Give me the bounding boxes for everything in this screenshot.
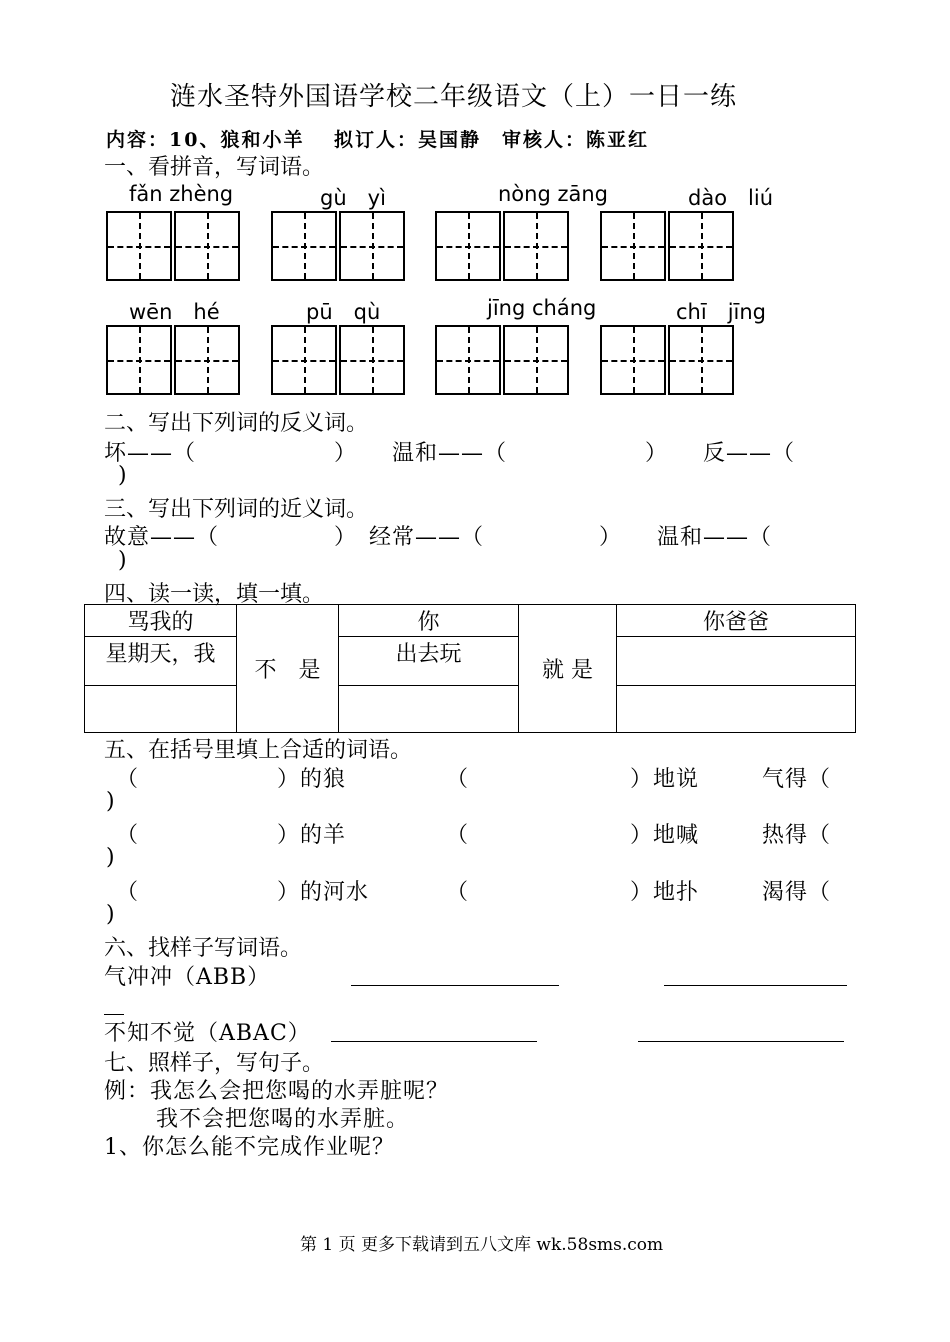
table-blank-cell[interactable]	[339, 686, 519, 733]
writing-grid[interactable]	[106, 325, 172, 395]
page-footer: 第 1 页 更多下载请到五八文库 wk.58sms.com	[300, 1235, 664, 1255]
writing-grid[interactable]	[106, 211, 172, 281]
table-blank-cell[interactable]	[617, 637, 856, 686]
antonym-line: 坏——（ ） 温和——（ ） 反——（	[104, 441, 796, 466]
answer-line[interactable]	[351, 985, 559, 986]
section-2-heading: 二、写出下列词的反义词。	[104, 411, 369, 436]
synonym-line: 故意——（ ） 经常——（ ） 温和——（	[104, 525, 773, 550]
writing-grid[interactable]	[600, 325, 666, 395]
section-7-heading: 七、照样子，写句子。	[104, 1051, 325, 1076]
synonym-wrap: )	[118, 548, 128, 573]
table-cell-bushi: 不 是	[237, 605, 339, 733]
table-blank-cell[interactable]	[85, 686, 237, 733]
table-cell: 你爸爸	[617, 605, 856, 637]
table-cell: 出去玩	[339, 637, 519, 686]
pinyin-2-2: pū qù	[306, 300, 381, 324]
pattern-abac: 不知不觉（ABAC）	[104, 1021, 311, 1046]
answer-line[interactable]	[331, 1041, 537, 1042]
fill-word-a: （ ）的河水	[116, 880, 370, 905]
pinyin-1-4: dào liú	[688, 186, 774, 210]
fill-word-c: 渴得（	[762, 880, 832, 905]
writing-grid[interactable]	[668, 211, 734, 281]
table-cell: 你	[339, 605, 519, 637]
writing-grid[interactable]	[600, 211, 666, 281]
writing-grid[interactable]	[174, 325, 240, 395]
pinyin-2-3: jīng cháng	[487, 296, 597, 320]
fill-word-a: （ ）的狼	[116, 767, 347, 792]
fill-word-b: （ ）地扑	[446, 880, 700, 905]
writing-grid[interactable]	[503, 211, 569, 281]
fill-word-c: 热得（	[762, 823, 832, 848]
section-5-heading: 五、在括号里填上合适的词语。	[104, 738, 413, 763]
answer-line[interactable]	[664, 985, 847, 986]
writing-grid[interactable]	[339, 211, 405, 281]
answer-line-wrap	[104, 1014, 124, 1015]
writing-grid[interactable]	[503, 325, 569, 395]
table-blank-cell[interactable]	[617, 686, 856, 733]
antonym-wrap: )	[118, 463, 128, 488]
pinyin-2-1: wēn hé	[129, 300, 220, 324]
section-6-heading: 六、找样子写词语。	[104, 936, 303, 961]
fill-word-b: （ ）地喊	[446, 823, 700, 848]
writing-grid[interactable]	[435, 325, 501, 395]
pinyin-1-1: fǎn zhèng	[129, 182, 234, 206]
fill-word-c: 气得（	[762, 767, 832, 792]
writing-grid[interactable]	[435, 211, 501, 281]
fill-word-wrap: )	[106, 789, 116, 814]
example-question: 例：我怎么会把您喝的水弄脏呢？	[104, 1079, 450, 1104]
pinyin-1-2: gù yì	[320, 186, 386, 210]
answer-line[interactable]	[638, 1041, 844, 1042]
content-meta: 内容：10、狼和小羊 拟订人：吴国静 审核人：陈亚红	[106, 129, 650, 151]
pinyin-2-4: chī jīng	[676, 300, 766, 324]
writing-grid[interactable]	[339, 325, 405, 395]
table-cell: 星期天，我	[85, 637, 237, 686]
fill-word-b: （ ）地说	[446, 767, 700, 792]
fill-word-wrap: )	[106, 902, 116, 927]
pinyin-1-3: nòng zāng	[498, 182, 609, 206]
section-3-heading: 三、写出下列词的近义词。	[104, 497, 369, 522]
writing-grid[interactable]	[668, 325, 734, 395]
writing-grid[interactable]	[271, 211, 337, 281]
page-title: 涟水圣特外国语学校二年级语文（上）一日一练	[170, 82, 738, 112]
section-4-heading: 四、读一读，填一填。	[104, 582, 325, 607]
fill-word-wrap: )	[106, 845, 116, 870]
section-1-heading: 一、看拼音，写词语。	[104, 155, 325, 180]
writing-grid[interactable]	[174, 211, 240, 281]
pattern-abb: 气冲冲（ABB）	[104, 965, 271, 990]
writing-grid[interactable]	[271, 325, 337, 395]
fill-word-a: （ ）的羊	[116, 823, 347, 848]
fill-table	[84, 604, 856, 733]
table-cell-jiushi: 就 是	[519, 605, 617, 733]
table-cell: 骂我的	[85, 605, 237, 637]
example-answer: 我不会把您喝的水弄脏。	[156, 1107, 410, 1132]
question-1: 1、你怎么能不完成作业呢？	[104, 1135, 395, 1160]
